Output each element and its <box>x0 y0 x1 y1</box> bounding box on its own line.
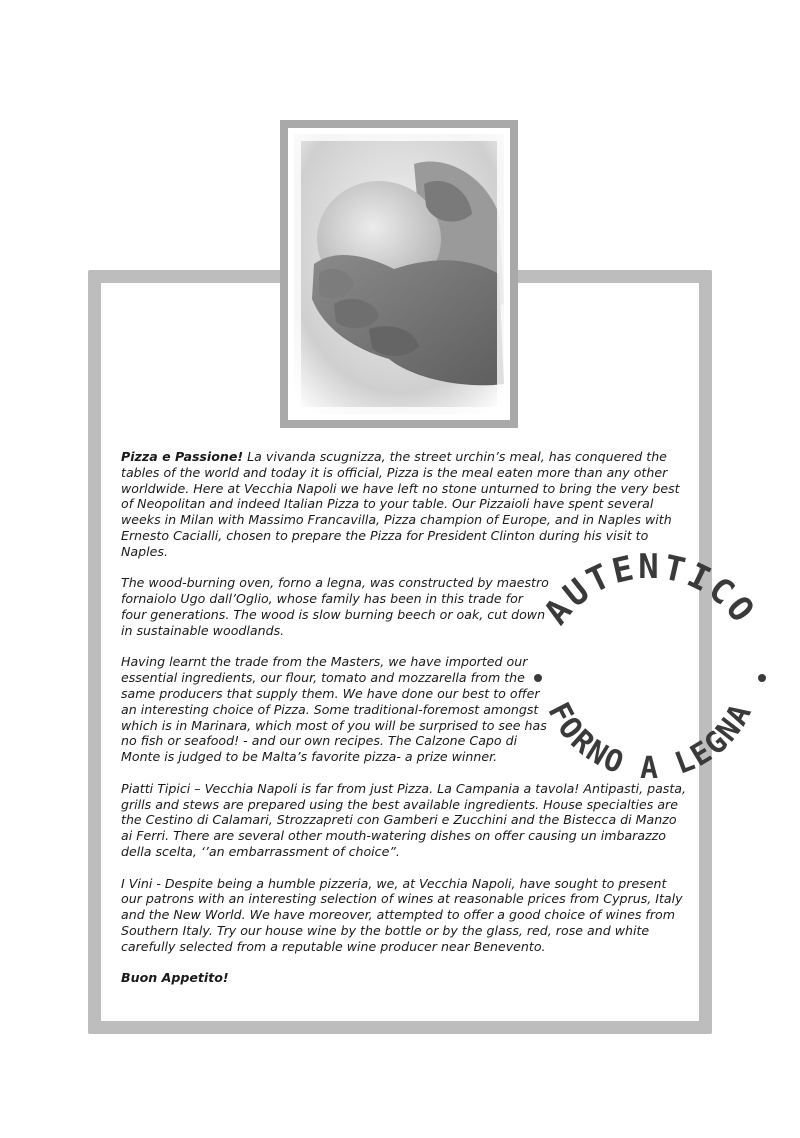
stamp-dot-right <box>758 674 766 682</box>
intro-text: La vivanda scugnizza, the street urchin’s meal, has conquered the tables of the world and today it is official, Pizza is the meal eaten more than any other worldwide. Here at Vecchia Napoli we have left no stone unturned to bring the very best of Neopolitan and indeed Italian Pizza to your table. Our Pizzaioli have spent several weeks in Milan with Massimo Francavilla, Pizza champion of Europe, and in Naples with Ernesto Cacialli, chosen to prepare the Pizza for President Clinton during his visit to Naples. <box>121 449 680 559</box>
autentico-stamp <box>520 548 780 808</box>
intro-paragraph <box>121 449 691 560</box>
hands-dough-photo <box>294 134 504 414</box>
intro-heading: Pizza e Passione! <box>121 449 244 464</box>
stamp-dot-left <box>534 674 542 682</box>
oven-paragraph: The wood-burning oven, forno a legna, was constructed by maestro fornaiolo Ugo dall’Oglio, whose family has been in this trade for four generations. The wood is slow burning beech or oak, cut down in sustainable woodlands. <box>121 575 549 638</box>
piatti-text: Piatti Tipici – Vecchia Napoli is far from just Pizza. La Campania a tavola! Antipasti, pasta, grills and stews are prepared using the best available ingredients. House specialties are the Cestino di Calamari, Strozzapreti con Gamberi e Zucchini and the Bistecca di Manzo ai Ferri. There are several other mouth-watering dishes on offer causing un imbarazzo della scelta, ‘’an embarrassment of choice”. <box>121 780 687 859</box>
vini-paragraph: I Vini - Despite being a humble pizzeria, we, at Vecchia Napoli, have sought to present our patrons with an interesting selection of wines at reasonable prices from Cyprus, Italy and the New World. We have moreover, attempted to offer a good choice of wines from Southern Italy. Try our house wine by the bottle or by the glass, red, rose and white carefully selected from a reputable wine producer near Benevento. <box>121 875 683 954</box>
stamp-top-text: AUTENTICO <box>536 548 764 633</box>
masters-paragraph: Having learnt the trade from the Masters, we have imported our essential ingredients, our flour, tomato and mozzarella from the same producers that supply them. We have done our best to offer an interesting choice of Pizza. Some traditional-foremost amongst which is in Marinara, which most of you will be surprised to see has no fish or seafood! - and our own recipes. The Calzone Capo di Monte is judged to be Malta’s favorite pizza- a prize winner. <box>121 654 547 765</box>
closing-text: Buon Appetito! <box>121 970 229 986</box>
stamp-bottom-text: FORNO A LEGNA <box>540 697 760 786</box>
